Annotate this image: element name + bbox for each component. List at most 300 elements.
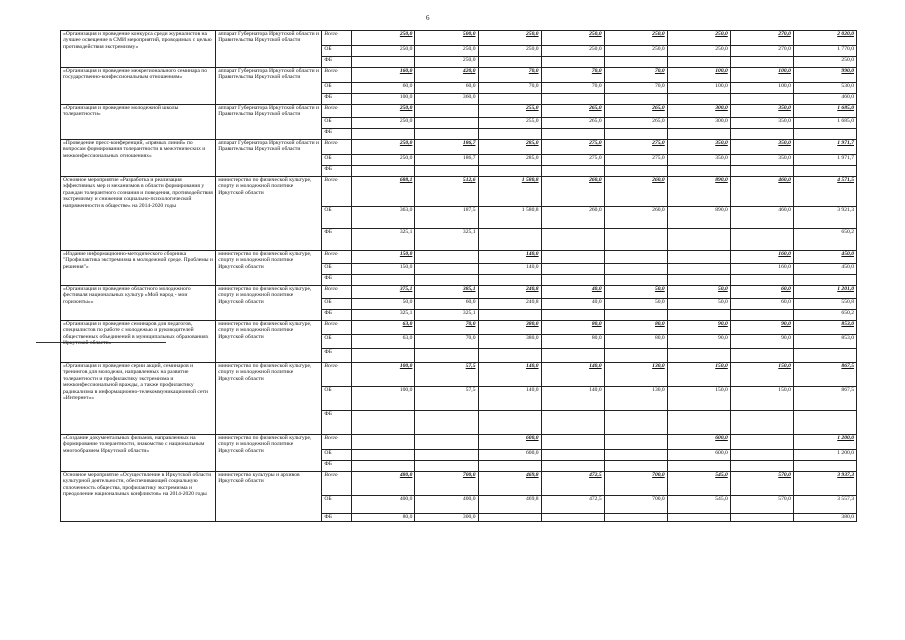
year-amount-cell: 480,0	[352, 472, 415, 496]
total-amount-cell: 1 685,0	[793, 118, 856, 129]
funding-source-cell: ФБ	[322, 349, 352, 363]
responsible-executor-cell: аппарат Губернатора Иркутской области и Правительства Иркутской области	[216, 68, 322, 105]
year-amount-cell: 240,8	[478, 286, 541, 299]
year-amount-cell: 140,0	[541, 387, 604, 411]
funding-source-cell: ФБ	[322, 94, 352, 105]
funding-source-cell: ОБ	[322, 264, 352, 275]
funding-source-cell: Всего	[322, 177, 352, 207]
year-amount-cell	[352, 435, 415, 450]
year-amount-cell	[667, 411, 730, 435]
total-amount-cell	[793, 166, 856, 177]
year-amount-cell: 90,0	[730, 321, 793, 335]
year-amount-cell	[667, 57, 730, 68]
year-amount-cell: 600,0	[667, 435, 730, 450]
year-amount-cell: 255,0	[478, 118, 541, 129]
year-amount-cell: 140,0	[541, 363, 604, 387]
funding-source-cell: ОБ	[322, 83, 352, 94]
year-amount-cell: 250,0	[352, 105, 415, 118]
year-amount-cell	[541, 349, 604, 363]
table-row	[61, 435, 857, 450]
funding-source-cell: ФБ	[322, 129, 352, 140]
responsible-executor-cell: министерство по физической культуре, спорту и молодежной политике Иркутской области	[216, 251, 322, 286]
year-amount-cell: 150,0	[730, 363, 793, 387]
year-amount-cell: 50,0	[604, 286, 667, 299]
year-amount-cell	[604, 251, 667, 264]
year-amount-cell	[415, 411, 478, 435]
activity-name-cell: «Создание документальных фильмов, направленных на формирование толерантности, знакомство с национальным многообразием Иркутской области»	[61, 435, 216, 472]
funding-source-cell: ОБ	[322, 387, 352, 411]
year-amount-cell: 250,0	[667, 46, 730, 57]
year-amount-cell	[478, 94, 541, 105]
year-amount-cell: 50,0	[667, 299, 730, 310]
year-amount-cell: 700,0	[415, 472, 478, 496]
total-amount-cell: 460,0	[793, 94, 856, 105]
year-amount-cell: 1 580,8	[478, 177, 541, 207]
year-amount-cell	[352, 129, 415, 140]
table-row	[61, 363, 857, 387]
year-amount-cell	[667, 349, 730, 363]
year-amount-cell: 385,1	[415, 286, 478, 299]
funding-source-cell: ОБ	[322, 118, 352, 129]
total-amount-cell	[793, 349, 856, 363]
year-amount-cell	[730, 411, 793, 435]
year-amount-cell: 160,0	[730, 251, 793, 264]
year-amount-cell	[352, 166, 415, 177]
year-amount-cell: 350,0	[730, 118, 793, 129]
year-amount-cell: 260,0	[541, 177, 604, 207]
total-amount-cell: 250,0	[793, 57, 856, 68]
year-amount-cell	[541, 129, 604, 140]
year-amount-cell: 80,0	[541, 335, 604, 349]
year-amount-cell	[730, 275, 793, 286]
activity-name-cell: «Организация и проведение межрегионального семинара по государственно-конфессиональным отношениям»	[61, 68, 216, 105]
year-amount-cell: 140,0	[478, 251, 541, 264]
year-amount-cell: 275,0	[541, 155, 604, 166]
year-amount-cell: 325,1	[415, 310, 478, 321]
year-amount-cell: 63,0	[352, 321, 415, 335]
table-row	[61, 251, 857, 264]
year-amount-cell	[730, 461, 793, 472]
year-amount-cell	[541, 166, 604, 177]
year-amount-cell: 300,0	[667, 118, 730, 129]
program-funding-table	[60, 30, 857, 522]
total-amount-cell: 650,2	[793, 229, 856, 251]
year-amount-cell	[604, 310, 667, 321]
year-amount-cell	[604, 461, 667, 472]
year-amount-cell: 60,0	[730, 299, 793, 310]
total-amount-cell: 990,0	[793, 68, 856, 83]
total-amount-cell: 867,5	[793, 387, 856, 411]
year-amount-cell	[604, 229, 667, 251]
year-amount-cell: 350,0	[667, 155, 730, 166]
year-amount-cell: 186,7	[415, 155, 478, 166]
year-amount-cell: 90,0	[667, 321, 730, 335]
year-amount-cell: 70,0	[415, 335, 478, 349]
year-amount-cell	[478, 310, 541, 321]
year-amount-cell	[352, 411, 415, 435]
total-amount-cell: 4 571,5	[793, 177, 856, 207]
year-amount-cell	[730, 435, 793, 450]
year-amount-cell: 100,0	[667, 83, 730, 94]
funding-source-cell: ОБ	[322, 299, 352, 310]
year-amount-cell: 400,0	[415, 496, 478, 514]
year-amount-cell: 600,0	[667, 450, 730, 461]
total-amount-cell	[793, 411, 856, 435]
year-amount-cell: 70,0	[478, 83, 541, 94]
year-amount-cell: 90,0	[667, 335, 730, 349]
responsible-executor-cell: министерство по физической культуре, спорту и молодежной политике Иркутской области	[216, 435, 322, 472]
total-amount-cell: 1 200,0	[793, 435, 856, 450]
year-amount-cell: 600,0	[478, 435, 541, 450]
funding-source-cell: Всего	[322, 140, 352, 155]
year-amount-cell: 140,0	[478, 264, 541, 275]
funding-source-cell: Всего	[322, 363, 352, 387]
total-amount-cell: 3 921,3	[793, 207, 856, 229]
year-amount-cell: 150,0	[352, 264, 415, 275]
year-amount-cell	[352, 57, 415, 68]
year-amount-cell: 250,0	[415, 46, 478, 57]
year-amount-cell	[478, 514, 541, 522]
funding-source-cell: Всего	[322, 435, 352, 450]
responsible-executor-cell: аппарат Губернатора Иркутской области и Правительства Иркутской области	[216, 105, 322, 140]
year-amount-cell	[352, 349, 415, 363]
year-amount-cell: 570,0	[730, 472, 793, 496]
year-amount-cell: 325,1	[352, 310, 415, 321]
total-amount-cell: 1 201,0	[793, 286, 856, 299]
table-row	[61, 31, 857, 46]
year-amount-cell: 600,0	[478, 450, 541, 461]
total-amount-cell: 1 770,0	[793, 46, 856, 57]
year-amount-cell: 350,0	[730, 140, 793, 155]
total-amount-cell: 1 200,0	[793, 450, 856, 461]
year-amount-cell	[604, 166, 667, 177]
total-amount-cell: 1 971,7	[793, 155, 856, 166]
funding-source-cell: ФБ	[322, 514, 352, 522]
year-amount-cell: 1 580,8	[478, 207, 541, 229]
funding-source-cell: ФБ	[322, 411, 352, 435]
activity-name-cell: Основное мероприятие «Осуществление в Иркутской области культурной деятельности, обеспечивающей социальную сплоченность общества, профилактику экстремизма и преодоление национальных конфликтов» на 2014-2020 годы	[61, 472, 216, 522]
year-amount-cell: 460,0	[730, 177, 793, 207]
year-amount-cell	[541, 461, 604, 472]
year-amount-cell: 63,0	[352, 335, 415, 349]
year-amount-cell: 420,0	[415, 68, 478, 83]
year-amount-cell	[667, 275, 730, 286]
year-amount-cell: 140,0	[478, 387, 541, 411]
year-amount-cell	[604, 57, 667, 68]
responsible-executor-cell: министерство по физической культуре, спорту и молодежной политике Иркутской области	[216, 286, 322, 321]
year-amount-cell: 363,0	[352, 207, 415, 229]
year-amount-cell: 57,5	[415, 387, 478, 411]
funding-source-cell: ФБ	[322, 310, 352, 321]
year-amount-cell: 57,5	[415, 363, 478, 387]
year-amount-cell	[478, 349, 541, 363]
year-amount-cell: 255,0	[478, 105, 541, 118]
year-amount-cell	[730, 310, 793, 321]
year-amount-cell: 100,0	[667, 68, 730, 83]
table-row	[61, 286, 857, 299]
year-amount-cell	[478, 129, 541, 140]
year-amount-cell: 472,5	[541, 472, 604, 496]
year-amount-cell: 350,0	[730, 105, 793, 118]
year-amount-cell: 187,5	[415, 207, 478, 229]
year-amount-cell: 40,0	[541, 286, 604, 299]
funding-source-cell: ОБ	[322, 450, 352, 461]
year-amount-cell: 100,0	[352, 363, 415, 387]
year-amount-cell: 512,6	[415, 177, 478, 207]
year-amount-cell: 285,0	[478, 140, 541, 155]
year-amount-cell: 80,0	[352, 514, 415, 522]
year-amount-cell: 250,0	[352, 118, 415, 129]
activity-name-cell: «Организация и проведение конкурса среди журналистов на лучшее освещение в СМИ мероприятий, проводимых с целью противодействия экстремизму»	[61, 31, 216, 68]
year-amount-cell	[730, 450, 793, 461]
funding-source-cell: Всего	[322, 105, 352, 118]
year-amount-cell: 70,0	[478, 68, 541, 83]
year-amount-cell: 250,0	[415, 57, 478, 68]
year-amount-cell: 250,0	[667, 31, 730, 46]
year-amount-cell: 570,0	[730, 496, 793, 514]
year-amount-cell: 265,0	[541, 118, 604, 129]
total-amount-cell: 867,5	[793, 363, 856, 387]
year-amount-cell: 140,0	[478, 363, 541, 387]
year-amount-cell: 50,0	[604, 299, 667, 310]
year-amount-cell	[415, 275, 478, 286]
year-amount-cell: 240,8	[478, 299, 541, 310]
total-amount-cell	[793, 129, 856, 140]
total-amount-cell: 450,0	[793, 251, 856, 264]
funding-source-cell: ОБ	[322, 496, 352, 514]
funding-source-cell: Всего	[322, 286, 352, 299]
year-amount-cell: 325,1	[415, 229, 478, 251]
year-amount-cell: 50,0	[667, 286, 730, 299]
year-amount-cell: 60,0	[730, 286, 793, 299]
year-amount-cell: 250,0	[604, 31, 667, 46]
year-amount-cell	[478, 275, 541, 286]
year-amount-cell	[730, 349, 793, 363]
year-amount-cell: 265,0	[604, 105, 667, 118]
table-row	[61, 105, 857, 118]
total-amount-cell: 380,0	[793, 514, 856, 522]
year-amount-cell	[541, 450, 604, 461]
year-amount-cell: 80,0	[604, 321, 667, 335]
year-amount-cell	[604, 514, 667, 522]
responsible-executor-cell: министерство по физической культуре, спорту и молодежной политике Иркутской области	[216, 177, 322, 251]
year-amount-cell: 70,0	[541, 68, 604, 83]
responsible-executor-cell: министерство по физической культуре, спорту и молодежной политике Иркутской области	[216, 363, 322, 435]
year-amount-cell: 700,0	[604, 472, 667, 496]
year-amount-cell: 890,0	[667, 207, 730, 229]
year-amount-cell	[478, 166, 541, 177]
year-amount-cell	[604, 264, 667, 275]
year-amount-cell: 472,5	[541, 496, 604, 514]
year-amount-cell: 250,0	[352, 31, 415, 46]
year-amount-cell	[415, 118, 478, 129]
year-amount-cell: 545,0	[667, 472, 730, 496]
year-amount-cell: 250,0	[478, 46, 541, 57]
year-amount-cell: 275,0	[604, 140, 667, 155]
year-amount-cell: 325,1	[352, 229, 415, 251]
year-amount-cell	[541, 94, 604, 105]
year-amount-cell	[415, 166, 478, 177]
year-amount-cell: 70,0	[604, 68, 667, 83]
funding-source-cell: ФБ	[322, 229, 352, 251]
table-row	[61, 177, 857, 207]
year-amount-cell	[352, 461, 415, 472]
funding-source-cell: ФБ	[322, 275, 352, 286]
year-amount-cell: 545,0	[667, 496, 730, 514]
year-amount-cell: 380,0	[478, 335, 541, 349]
year-amount-cell: 60,0	[415, 83, 478, 94]
funding-source-cell: ОБ	[322, 46, 352, 57]
year-amount-cell: 80,0	[604, 335, 667, 349]
total-amount-cell: 853,0	[793, 321, 856, 335]
funding-source-cell: Всего	[322, 68, 352, 83]
year-amount-cell: 50,0	[352, 299, 415, 310]
year-amount-cell: 40,0	[541, 299, 604, 310]
year-amount-cell: 186,7	[415, 140, 478, 155]
year-amount-cell	[415, 450, 478, 461]
year-amount-cell	[541, 275, 604, 286]
year-amount-cell: 150,0	[730, 387, 793, 411]
year-amount-cell: 70,0	[541, 83, 604, 94]
funding-source-cell: ФБ	[322, 461, 352, 472]
funding-source-cell: Всего	[322, 472, 352, 496]
year-amount-cell: 130,0	[604, 363, 667, 387]
year-amount-cell	[541, 57, 604, 68]
year-amount-cell: 260,0	[604, 177, 667, 207]
table-body	[61, 31, 857, 522]
year-amount-cell: 250,0	[604, 46, 667, 57]
year-amount-cell: 350,0	[730, 155, 793, 166]
year-amount-cell: 469,8	[478, 472, 541, 496]
year-amount-cell	[667, 461, 730, 472]
activity-name-cell: «Издание информационно-методического сборника "Профилактика экстремизма в молодежной среде. Проблемы и решения"»	[61, 251, 216, 286]
year-amount-cell: 160,0	[352, 68, 415, 83]
year-amount-cell: 270,0	[730, 46, 793, 57]
year-amount-cell: 360,0	[415, 94, 478, 105]
total-amount-cell: 3 937,3	[793, 472, 856, 496]
table-row	[61, 472, 857, 496]
year-amount-cell	[415, 435, 478, 450]
year-amount-cell: 460,0	[730, 207, 793, 229]
year-amount-cell	[667, 229, 730, 251]
year-amount-cell	[478, 461, 541, 472]
funding-source-cell: ФБ	[322, 166, 352, 177]
year-amount-cell: 700,0	[604, 496, 667, 514]
funding-source-cell: ФБ	[322, 57, 352, 68]
year-amount-cell: 265,0	[541, 105, 604, 118]
year-amount-cell	[604, 411, 667, 435]
year-amount-cell: 688,1	[352, 177, 415, 207]
year-amount-cell	[604, 275, 667, 286]
total-amount-cell: 1 971,7	[793, 140, 856, 155]
year-amount-cell	[604, 349, 667, 363]
year-amount-cell	[415, 264, 478, 275]
year-amount-cell	[730, 166, 793, 177]
year-amount-cell: 300,0	[415, 514, 478, 522]
total-amount-cell: 450,0	[793, 264, 856, 275]
year-amount-cell: 375,1	[352, 286, 415, 299]
year-amount-cell: 285,0	[478, 155, 541, 166]
year-amount-cell	[415, 251, 478, 264]
year-amount-cell	[730, 57, 793, 68]
year-amount-cell	[541, 435, 604, 450]
year-amount-cell: 100,0	[352, 387, 415, 411]
year-amount-cell: 90,0	[730, 335, 793, 349]
year-amount-cell	[667, 94, 730, 105]
year-amount-cell: 150,0	[667, 387, 730, 411]
year-amount-cell: 890,0	[667, 177, 730, 207]
funding-source-cell: ОБ	[322, 335, 352, 349]
table-row	[61, 140, 857, 155]
total-amount-cell: 2 020,0	[793, 31, 856, 46]
year-amount-cell	[541, 251, 604, 264]
year-amount-cell	[478, 229, 541, 251]
year-amount-cell	[730, 229, 793, 251]
year-amount-cell: 250,0	[352, 46, 415, 57]
page-number: 6	[426, 14, 430, 22]
activity-name-cell: «Организация и проведение областного молодежного фестиваля национальных культур «Мой народ - мои горизонты»»	[61, 286, 216, 321]
total-amount-cell	[793, 461, 856, 472]
year-amount-cell	[730, 129, 793, 140]
funding-source-cell: ОБ	[322, 155, 352, 166]
activity-name-cell: Основное мероприятие «Разработка и реализация эффективных мер и механизмов в области формирования у граждан толерантного сознания и поведения, противодействия экстремизму и снижения социально-психологической напряженности в обществе» на 2014-2020 годы	[61, 177, 216, 251]
year-amount-cell	[415, 349, 478, 363]
year-amount-cell: 300,0	[667, 105, 730, 118]
year-amount-cell: 250,0	[352, 140, 415, 155]
year-amount-cell	[478, 411, 541, 435]
year-amount-cell: 250,0	[541, 31, 604, 46]
year-amount-cell	[730, 94, 793, 105]
year-amount-cell: 80,0	[541, 321, 604, 335]
year-amount-cell	[541, 310, 604, 321]
year-amount-cell: 150,0	[352, 251, 415, 264]
activity-name-cell: «Организация и проведение серии акций, семинаров и тренингов для молодежи, направленных на развитие толерантности и профилактику экстремизма и межконфессиональной вражды, а также профилактику радикализма в информационно-телекоммуникационной сети «Интернет»»	[61, 363, 216, 435]
year-amount-cell: 260,0	[541, 207, 604, 229]
year-amount-cell: 70,0	[604, 83, 667, 94]
year-amount-cell	[352, 275, 415, 286]
total-amount-cell: 3 557,3	[793, 496, 856, 514]
year-amount-cell: 100,0	[730, 83, 793, 94]
year-amount-cell	[541, 514, 604, 522]
year-amount-cell	[415, 105, 478, 118]
year-amount-cell: 250,0	[352, 155, 415, 166]
year-amount-cell	[415, 461, 478, 472]
year-amount-cell: 130,0	[604, 387, 667, 411]
year-amount-cell	[352, 450, 415, 461]
year-amount-cell	[667, 514, 730, 522]
year-amount-cell: 160,0	[730, 264, 793, 275]
year-amount-cell	[667, 251, 730, 264]
year-amount-cell	[604, 450, 667, 461]
funding-source-cell: Всего	[322, 31, 352, 46]
year-amount-cell: 60,0	[415, 299, 478, 310]
funding-source-cell: Всего	[322, 321, 352, 335]
year-amount-cell: 400,0	[352, 496, 415, 514]
year-amount-cell: 469,8	[478, 496, 541, 514]
year-amount-cell	[541, 411, 604, 435]
year-amount-cell	[667, 129, 730, 140]
year-amount-cell	[667, 310, 730, 321]
total-amount-cell: 853,0	[793, 335, 856, 349]
year-amount-cell: 500,0	[415, 31, 478, 46]
total-amount-cell: 530,0	[793, 83, 856, 94]
year-amount-cell: 70,0	[415, 321, 478, 335]
activity-name-cell: «Проведение пресс-конференций, «прямых линий» по вопросам формирования толерантности в межэтнических и межконфессиональных отношениях»	[61, 140, 216, 177]
year-amount-cell	[541, 229, 604, 251]
total-amount-cell: 1 685,0	[793, 105, 856, 118]
activity-name-cell: «Организация и проведение семинаров для педагогов, специалистов по работе с молодежью и руководителей общественных объединений в муниципальных образованиях Иркутской области»	[61, 321, 216, 363]
total-amount-cell: 550,8	[793, 299, 856, 310]
